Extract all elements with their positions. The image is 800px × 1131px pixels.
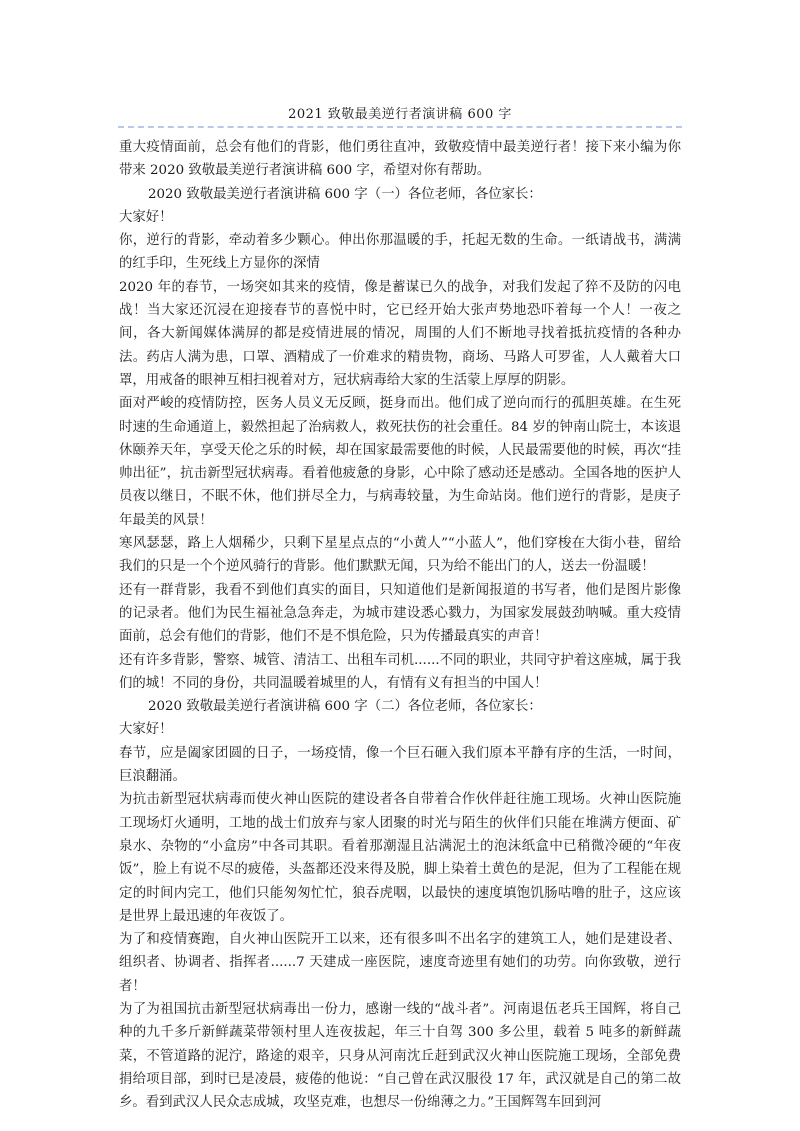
document-body: [119, 136, 681, 1114]
body-paragraph: 2020 年的春节，一场突如其来的疫情，像是蓄谋已久的战争，对我们发起了猝不及防的闪电战！当大家还沉浸在迎接春节的喜悦中时，它已经开始大张声势地恐吓着每一个人！一夜之间，各大新闻媒体满屏的都是疫情进展的情况，周围的人们不断地寻找着抵抗疫情的各种办法。药店人满为患，口罩、酒精成了一价难求的精贵物，商场、马路人可罗雀，人人戴着大口罩，用戒备的眼神互相扫视着对方，冠状病毒给大家的生活蒙上厚厚的阴影。: [119, 279, 681, 388]
body-paragraph: 大家好！: [119, 722, 173, 738]
body-paragraph: 为了和疫情赛跑，自火神山医院开工以来，还有很多叫不出名字的建筑工人，她们是建设者、组织者、协调者、指挥者......7 天建成一座医院，速度奇迹里有她们的功劳。向你致敬，逆行者！: [119, 932, 681, 994]
body-paragraph: 大家好！: [119, 209, 173, 225]
body-paragraph: 你，逆行的背影，牵动着多少颗心。伸出你那温暖的手，托起无数的生命。一纸请战书，满满的红手印，生死线上方显你的深情: [119, 233, 681, 272]
body-paragraph: 为抗击新型冠状病毒而使火神山医院的建设者各自带着合作伙伴赶往施工现场。火神山医院施工现场灯火通明，工地的战士们放弃与家人团聚的时光与陌生的伙伴们只能在堆满方便面、矿泉水、杂物的“小盒房”中各司其职。看着那潮湿且沾满泥土的泡沫纸盒中已稍微冷硬的“年夜饭”，脸上有说不尽的疲倦，头盔都还没来得及脱，脚上染着土黄色的是泥，但为了工程能在规定的时间内完工，他们只能匆匆忙忙，狼吞虎咽，以最快的速度填饱饥肠咕噜的肚子，这应该是世界上最迅速的年夜饭了。: [119, 792, 681, 924]
body-paragraph: 2020 致敬最美逆行者演讲稿 600 字（一）各位老师，各位家长：: [148, 186, 542, 202]
body-paragraph: 还有一群背影，我看不到他们真实的面目，只知道他们是新闻报道的书写者，他们是图片影像的记录者。他们为民生福祉急急奔走，为城市建设悉心戮力，为国家发展鼓劲呐喊。重大疫情面前，总会有他们的背影，他们不是不惧危险，只为传播最真实的声音！: [119, 582, 681, 645]
body-paragraph: 面对严峻的疫情防控，医务人员义无反顾，挺身而出。他们成了逆向而行的孤胆英雄。在生死时速的生命通道上，毅然担起了治病救人，救死扶伤的社会重任。84 岁的钟南山院士，本该退休颐养天年，享受天伦之乐的时候，却在国家最需要他的时候，人民最需要他的时候，再次“挂帅出征”，抗击新型冠状病毒。看着他疲惫的身影，心中除了感动还是感动。全国各地的医护人员夜以继日，不眠不休，他们拼尽全力，与病毒较量，为生命站岗。他们逆行的背影，是庚子年最美的风景！: [119, 396, 681, 528]
body-paragraph: 寒风瑟瑟，路上人烟稀少，只剩下星星点点的“小黄人”“小蓝人”，他们穿梭在大街小巷，留给我们的只是一个个逆风骑行的背影。他们默默无闻，只为给不能出门的人，送去一份温暖！: [119, 536, 681, 575]
title-divider: [118, 126, 682, 128]
body-paragraph: 重大疫情面前，总会有他们的背影，他们勇往直冲，致敬疫情中最美逆行者！接下来小编为你带来 2020 致敬最美逆行者演讲稿 600 字，希望对你有帮助。: [119, 140, 681, 179]
document-title: 2021 致敬最美逆行者演讲稿 600 字: [288, 107, 512, 122]
body-paragraph: 春节，应是阖家团圆的日子，一场疫情，像一个巨石砸入我们原本平静有序的生活，一时间，巨浪翻涌。: [119, 745, 681, 785]
body-paragraph: 2020 致敬最美逆行者演讲稿 600 字（二）各位老师，各位家长：: [148, 699, 542, 715]
body-paragraph: 还有许多背影，警察、城管、清洁工、出租车司机......不同的职业，共同守护着这座城，属于我们的城！不同的身份，共同温暖着城里的人，有情有义有担当的中国人！: [119, 652, 681, 691]
body-paragraph: 为了为祖国抗击新型冠状病毒出一份力，感谢一线的“战斗者”。河南退伍老兵王国辉，将自己种的九千多斤新鲜蔬菜带领村里人连夜拔起，年三十自驾 300 多公里，载着 5 吨多的新鲜蔬菜，不管道路的泥泞，路途的艰辛，只身从河南沈丘赶到武汉火神山医院施工现场，全部免费捐给项目部，到时已是凌晨，疲倦的他说：“自己曾在武汉服役 17 年，武汉就是自己的第二故乡。看到武汉人民众志成城，攻坚克难，也想尽一份绵薄之力。”王国辉驾车回到河: [119, 1001, 681, 1111]
